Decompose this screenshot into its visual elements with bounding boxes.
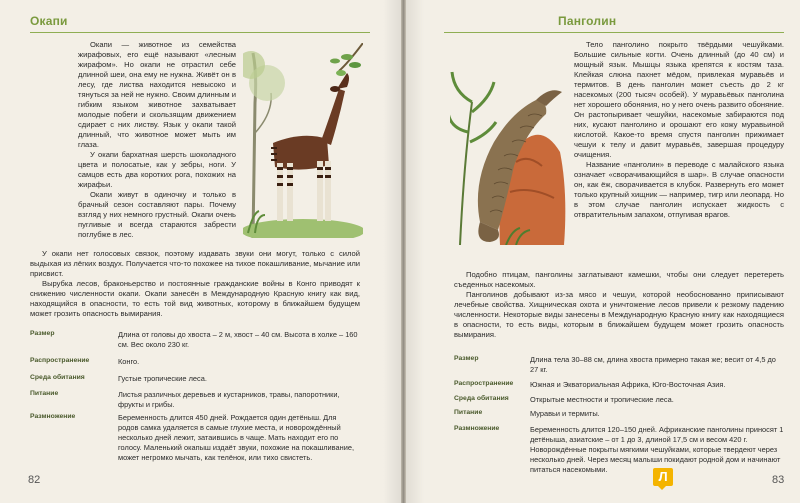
fact-label: Распространение [30, 357, 90, 364]
okapi-text-column [78, 40, 236, 240]
pangolin-paragraph: Название «панголин» в переводе с малайского языка означает «сворачивающийся в шар». В случае опасности он, как ёж, сворачивается в клубок. Развернуть его может только крупный хищник — например, тигр или леопард. Но в этом случае панголин испускает жидкость с отвратительным запахом, отпугивая врагов. [574, 160, 784, 219]
pangolin-paragraph: Подобно птицам, панголины заглатывают камешки, чтобы они следует перетереть съеденных насекомых. [454, 270, 784, 289]
fact-label: Распространение [454, 380, 514, 387]
title-rule [30, 32, 370, 33]
fact-label: Размножение [454, 425, 500, 432]
fact-label: Размножение [30, 413, 76, 420]
fact-value: Открытые местности и тропические леса. [530, 395, 674, 404]
fact-label: Размер [30, 330, 55, 337]
okapi-text-full [30, 249, 360, 319]
page-title-pangolin: Панголин [558, 14, 617, 28]
okapi-paragraph: Окапи живут в одиночку и только в брачный сезон составляют пары. Почему взгляд у них немного грустный. Окапи очень пугливые и всегда стараются забрести поглубже в лес. [78, 190, 236, 239]
okapi-illustration [243, 43, 363, 238]
fact-value: Листья различных деревьев и кустарников, травы, папоротники, фрукты и грибы. [118, 390, 340, 409]
fact-label: Питание [30, 390, 59, 397]
pangolin-illustration [450, 62, 568, 245]
pangolin-text-full [454, 270, 784, 340]
fact-value: Длина от головы до хвоста – 2 м, хвост – 40 см. Высота в холке – 160 см. Вес около 230 кг. [118, 330, 358, 349]
okapi-paragraph: Окапи — животное из семейства жирафовых, его ещё называют «лесным жирафом». Но окапи не отрастил себе длинной шеи, она ему не нужна. Живёт он в лесу, где листва находится невысоко и тянуться за ней не нужно. Своим длинным и гибким языком животное захватывает молодые побеги и скользящим движением сдирает с них листву. Язык у окапи такой длинный, что животное может мыть им глаза. [78, 40, 236, 149]
page-number-left: 82 [28, 474, 41, 486]
fact-value: Длина тела 30–88 см, длина хвоста примерно такая же; весит от 4,5 до 27 кг. [530, 355, 776, 374]
fact-value: Конго. [118, 357, 140, 366]
okapi-facts [30, 330, 370, 470]
labirint-logo-badge: Л [653, 468, 673, 486]
fact-label: Питание [454, 409, 483, 416]
fact-value: Беременность длится 450 дней. Рождается один детёныш. Для родов самка удаляется в самые глухие места, и новорождённый несколько дней лежит, затаившись в чаще. Мать находит его по голосу. Маленький окапыш издаёт звуки, похожие на покашливание, может негромко мычать, как телёнок, или тихо свистеть. [118, 413, 355, 462]
pangolin-paragraph: Тело панголино покрыто твёрдыми чешуйками. Большие сильные когти. Очень длинный (до 40 см) и мощный язык. Мышцы языка крепятся к костям таза. Клейкая слюна пахнет мёдом, привлекая муравьёв и термитов. В день панголин может съесть до 2 кг насекомых (200 тысяч особей). У муравьёвых панголина нет хорошего обоняния, но у него очень развито обоняние. Он растопыривает чешуйки, насекомые забираются под них, кусают панголино и орошают его кожу муравьиной кислотой. Какое-то время спустя панголин прижимает чешуи к телу и давит муравьёв, завершая процедуру очищения. [574, 40, 784, 159]
fact-value: Южная и Экваториальная Африка, Юго-Восточная Азия. [530, 380, 726, 389]
okapi-paragraph: У окапи нет голосовых связок, поэтому издавать звуки они могут, только с силой выдыхая из лёгких воздух. Получается что-то похожее на тихое покашливание, мычание или присвист. [30, 249, 360, 278]
page-title-okapi: Окапи [30, 14, 68, 28]
okapi-paragraph: У окапи бархатная шерсть шоколадного цвета и полосатые, как у зебры, ноги. У самцов есть два коротких рога, похожих на жирафьи. [78, 150, 236, 189]
fact-label: Среда обитания [30, 374, 85, 381]
labirint-logo-tail [657, 485, 667, 490]
fact-value: Муравьи и термиты. [530, 409, 600, 418]
fact-value: Густые тропические леса. [118, 374, 207, 383]
pangolin-paragraph: Панголинов добывают из-за мясо и чешуи, которой необоснованно приписывают лечебные свойства. Хищническая охота и уничтожение лесов привели к резкому падению численности. Некоторые виды занесены в Международную Красную книгу как находящиеся в опасности, то есть виды, которым в ближайшем будущем может грозить опасность вымирания. [454, 290, 784, 339]
fact-value: Беременность длится 120–150 дней. Африканские панголины приносят 1 детёныша, азиатские – от 1 до 3, длиной 17,5 см и весом 420 г. Новорождённые покрыты мягкими чешуйками, которые твердеют через несколько дней. Через месяц малыши покидают родной дом и начинают питаться насекомыми. [530, 425, 784, 474]
pangolin-facts [454, 355, 794, 485]
fact-label: Среда обитания [454, 395, 509, 402]
fact-label: Размер [454, 355, 479, 362]
pangolin-text-column [574, 40, 784, 220]
page-number-right: 83 [772, 474, 785, 486]
title-rule [444, 32, 784, 33]
okapi-paragraph: Вырубка лесов, браконьерство и постоянные гражданские войны в Конго приводят к снижению численности окапи. Окапи занесён в Международную Красную книгу как вид, находящийся в опасности, то есть той вид животных, которому в ближайшем будущем может грозить опасность вымирания. [30, 279, 360, 318]
